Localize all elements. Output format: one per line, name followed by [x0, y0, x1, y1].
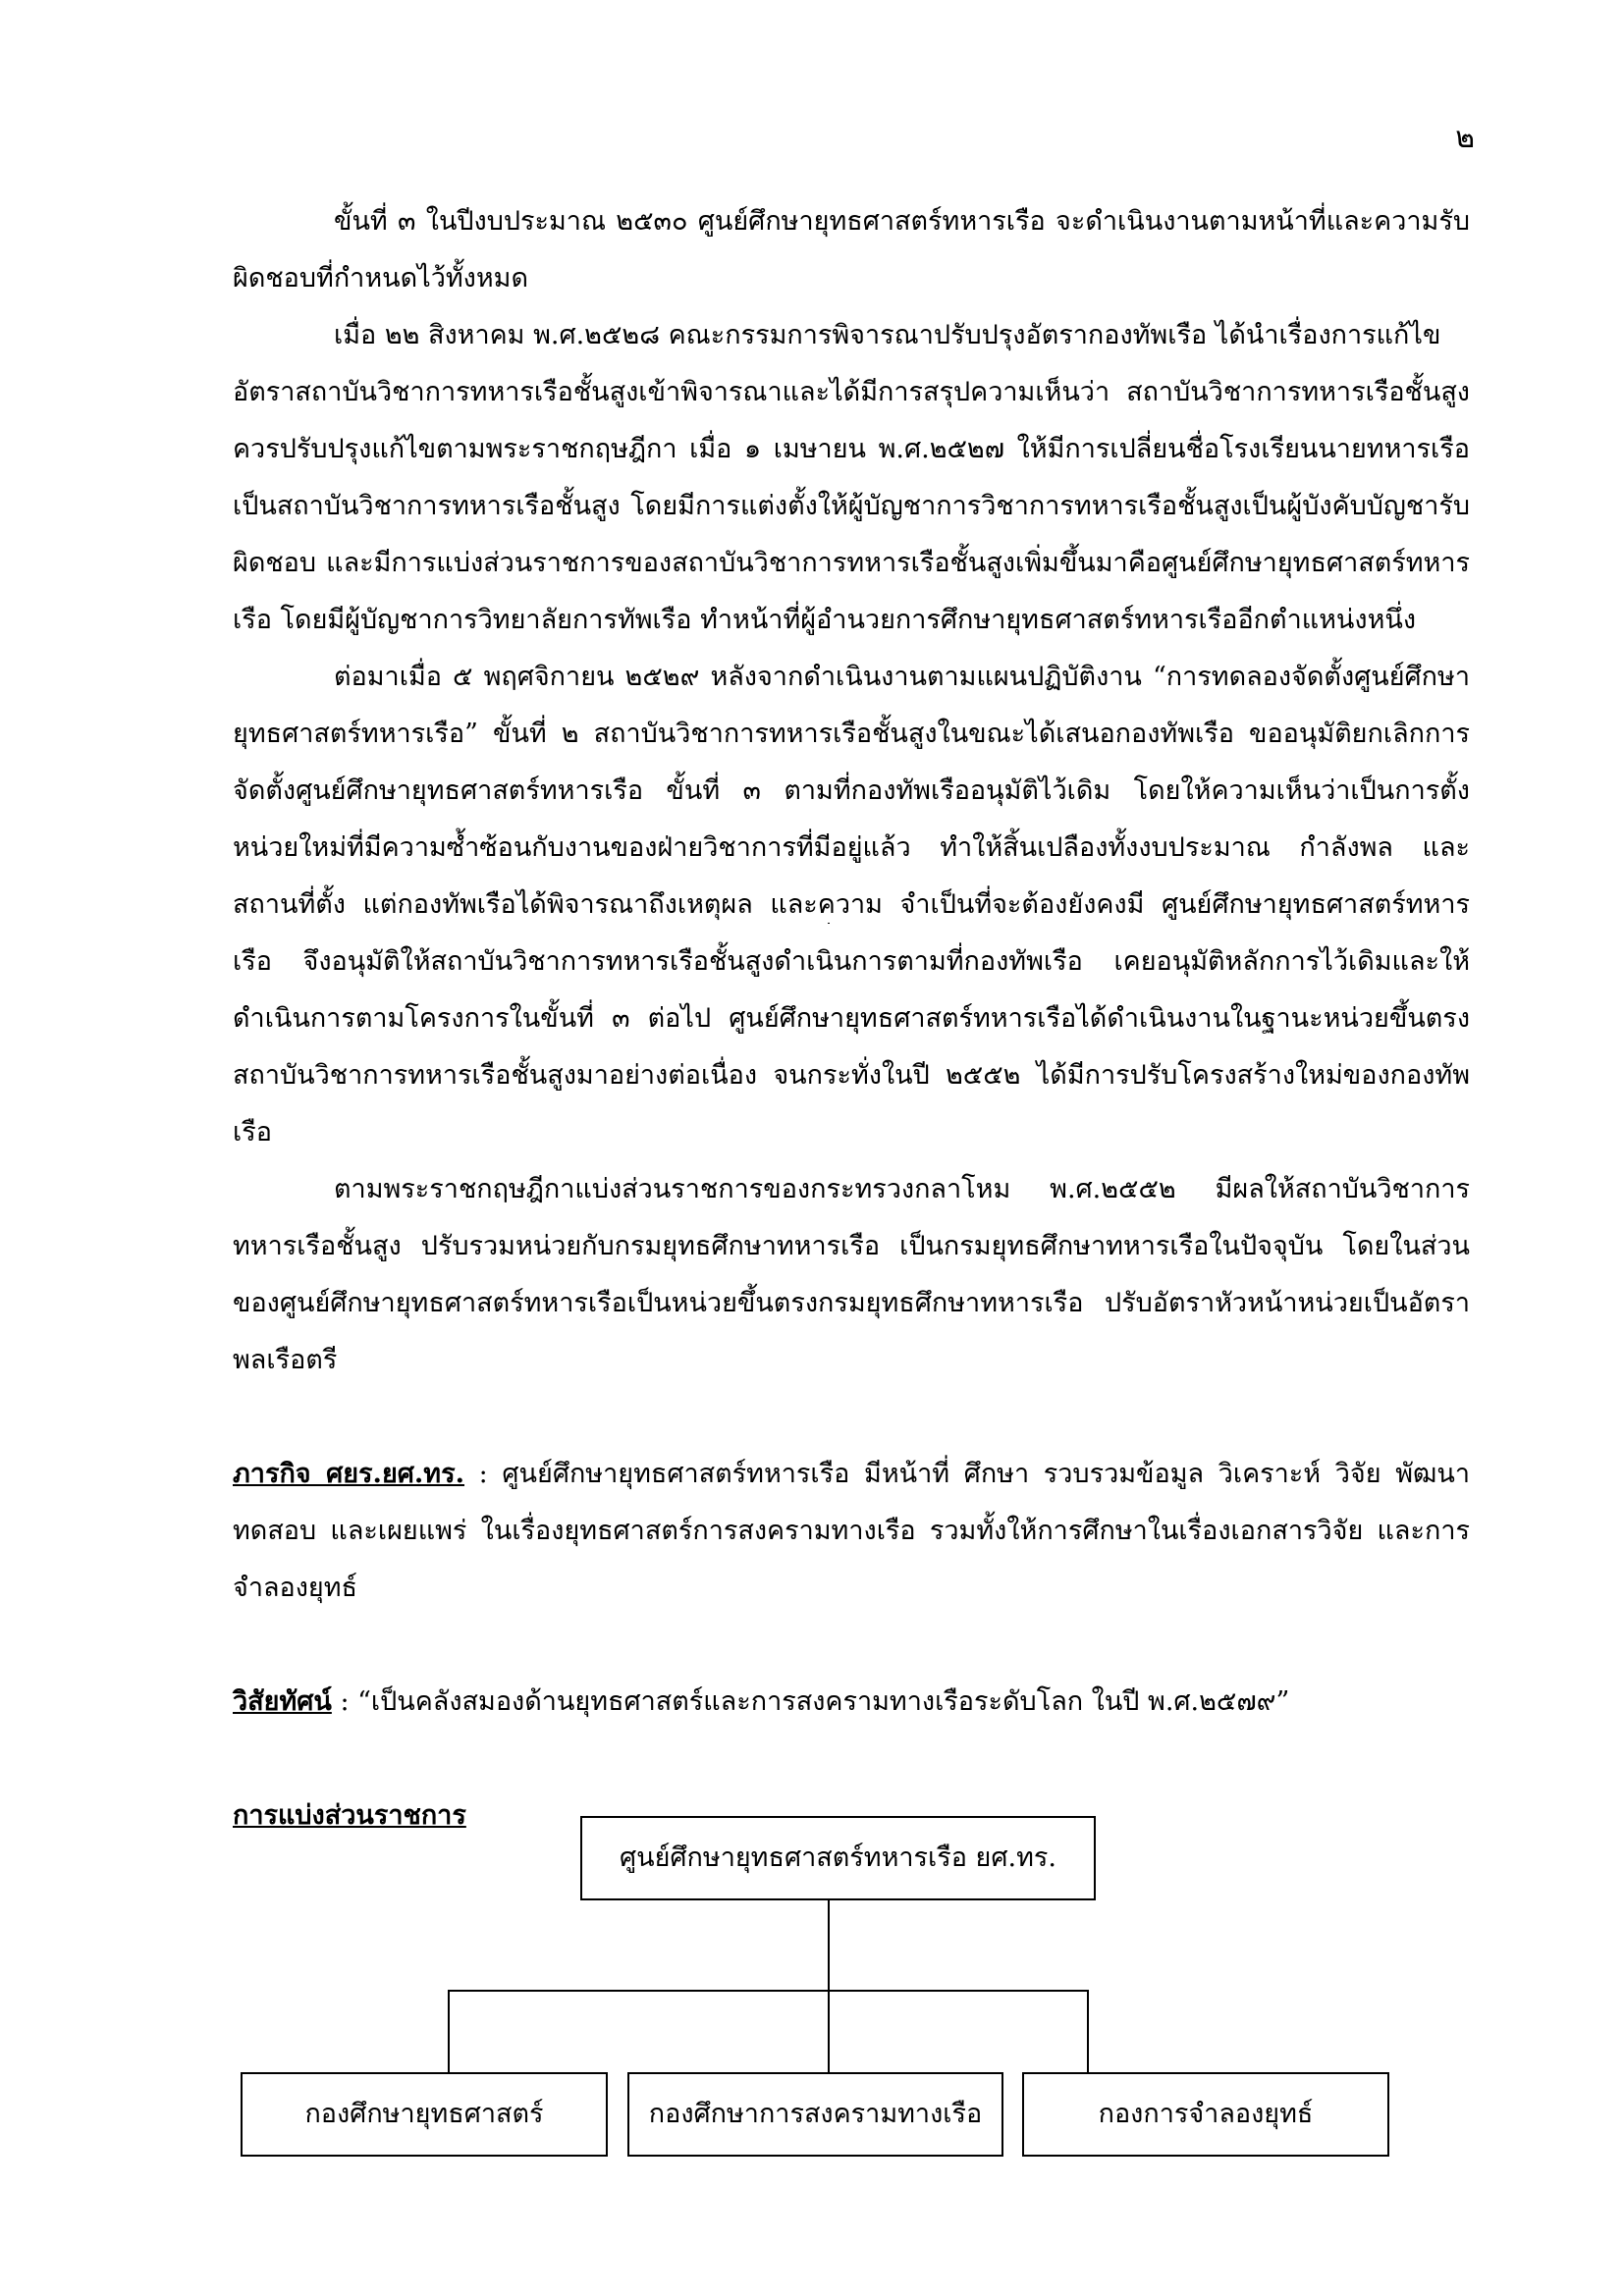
- org-connector-right: [1087, 1990, 1089, 2074]
- org-connector-trunk: [828, 1898, 830, 1991]
- paragraph-1985-meeting: เมื่อ ๒๒ สิงหาคม พ.ศ.๒๕๒๘ คณะกรรมการพิจารณาปรับปรุงอัตรากองทัพเรือ ได้นำเรื่องการแก้ไข: [334, 320, 1441, 350]
- vision-text: : “เป็นคลังสมองด้านยุทธศาสตร์และการสงครามทางเรือระดับโลก ในปี พ.ศ.๒๕๗๙”: [331, 1686, 1290, 1717]
- org-heading: การแบ่งส่วนราชการ: [233, 1800, 466, 1831]
- org-connector-horizontal: [448, 1990, 1089, 1992]
- org-child-box-naval-warfare: กองศึกษาการสงครามทางเรือ: [627, 2072, 1003, 2157]
- org-root-box: ศูนย์ศึกษายุทธศาสตร์ทหารเรือ ยศ.ทร.: [580, 1816, 1096, 1900]
- org-child-box-wargaming: กองการจำลองยุทธ์: [1022, 2072, 1389, 2157]
- paragraph-stage-3: ขั้นที่ ๓ ในปีงบประมาณ ๒๕๓๐ ศูนย์ศึกษายุทธศาสตร์ทหารเรือ จะดำเนินงานตามหน้าที่และความรับผิดชอบที่กำหนดไว้ทั้งหมด: [233, 206, 1470, 294]
- vision-paragraph: [233, 1674, 1470, 1731]
- page-number: ๒: [1455, 121, 1475, 155]
- org-child-box-strategy: กองศึกษายุทธศาสตร์: [241, 2072, 608, 2157]
- paragraph-2009-restructure: ตามพระราชกฤษฎีกาแบ่งส่วนราชการของกระทรวงกลาโหม พ.ศ.๒๕๕๒ มีผลให้สถาบันวิชาการทหารเรือชั้นสูง ปรับรวมหน่วยกับกรมยุทธศึกษาทหารเรือ เป็นกรมยุทธศึกษาทหารเรือในปัจจุบัน โดยในส่วนของศูนย์ศึกษายุทธศาสตร์ทหารเรือเป็นหน่วยขึ้นตรงกรมยุทธศึกษาทหารเรือ ปรับอัตราหัวหน้าหน่วยเป็นอัตราพลเรือตรี: [233, 1174, 1470, 1375]
- mission-text: : ศูนย์ศึกษายุทธศาสตร์ทหารเรือ มีหน้าที่ ศึกษา รวบรวมข้อมูล วิเคราะห์ วิจัย พัฒนา ทดสอบ และเผยแพร่ ในเรื่องยุทธศาสตร์การสงครามทางเรือ รวมทั้งให้การศึกษาในเรื่องเอกสารวิจัย และการจำลองยุทธ์: [233, 1459, 1470, 1603]
- org-connector-left: [448, 1990, 450, 2074]
- org-connector-middle: [828, 1990, 830, 2074]
- vision-label: วิสัยทัศน์: [233, 1686, 332, 1717]
- mission-paragraph: [233, 1446, 1470, 1617]
- paragraph-institute-rename: อัตราสถาบันวิชาการทหารเรือชั้นสูงเข้าพิจารณาและได้มีการสรุปความเห็นว่า สถาบันวิชาการทหารเรือชั้นสูงควรปรับปรุงแก้ไขตามพระราชกฤษฎีกา เมื่อ ๑ เมษายน พ.ศ.๒๕๒๗ ให้มีการเปลี่ยนชื่อโรงเรียนนายทหารเรือเป็นสถาบันวิชาการทหารเรือชั้นสูง โดยมีการแต่งตั้งให้ผู้บัญชาการวิชาการทหารเรือชั้นสูงเป็นผู้บังคับบัญชารับผิดชอบ และมีการแบ่งส่วนราชการของสถาบันวิชาการทหารเรือชั้นสูงเพิ่มขึ้นมาคือศูนย์ศึกษายุทธศาสตร์ทหารเรือ โดยมีผู้บัญชาการวิทยาลัยการทัพเรือ ทำหน้าที่ผู้อำนวยการศึกษายุทธศาสตร์ทหารเรืออีกตำแหน่งหนึ่ง: [233, 377, 1470, 635]
- paragraph-1986-proposal: ต่อมาเมื่อ ๕ พฤศจิกายน ๒๕๒๙ หลังจากดำเนินงานตามแผนปฏิบัติงาน “การทดลองจัดตั้งศูนย์ศึกษายุทธศาสตร์ทหารเรือ” ขั้นที่ ๒ สถาบันวิชาการทหารเรือชั้นสูงในขณะได้เสนอกองทัพเรือ ขออนุมัติยกเลิกการจัดตั้งศูนย์ศึกษายุทธศาสตร์ทหารเรือ ขั้นที่ ๓ ตามที่กองทัพเรืออนุมัติไว้เดิม โดยให้ความเห็นว่าเป็นการตั้งหน่วยใหม่ที่มีความซ้ำซ้อนกับงานของฝ่ายวิชาการที่มีอยู่แล้ว ทำให้สิ้นเปลืองทั้งงบประมาณ กำลังพล และสถานที่ตั้ง แต่กองทัพเรือได้พิจารณาถึงเหตุผล และความ จำเป็นที่จะต้องยังคงมี ศูนย์ศึกษายุทธศาสตร์ทหารเรือ จึงอนุมัติให้สถาบันวิชาการทหารเรือชั้นสูงดำเนินการตามที่กองทัพเรือ เคยอนุมัติหลักการไว้เดิมและให้ดำเนินการตามโครงการในขั้นที่ ๓ ต่อไป ศูนย์ศึกษายุทธศาสตร์ทหารเรือได้ดำเนินงานในฐานะหน่วยขึ้นตรงสถาบันวิชาการทหารเรือชั้นสูงมาอย่างต่อเนื่อง จนกระทั่งในปี ๒๕๕๒ ได้มีการปรับโครงสร้างใหม่ของกองทัพเรือ: [233, 662, 1470, 1148]
- document-body: [233, 193, 1470, 1844]
- mission-label: ภารกิจ ศยร.ยศ.ทร.: [233, 1459, 465, 1489]
